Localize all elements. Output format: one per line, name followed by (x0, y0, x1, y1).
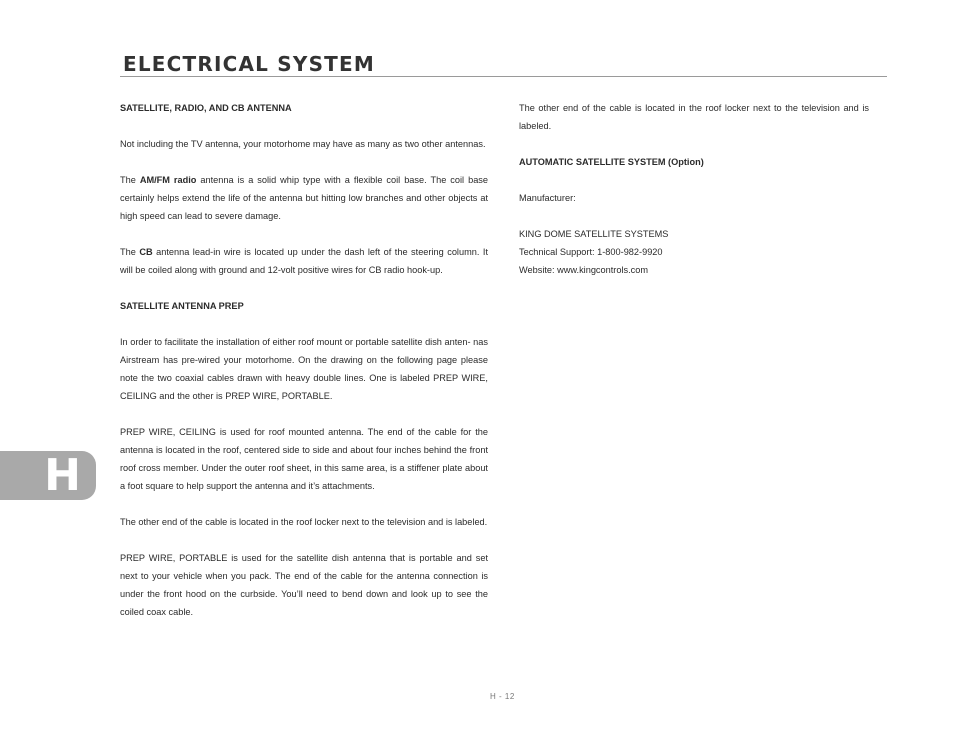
manufacturer-label: Manufacturer: (519, 193, 576, 203)
paragraph-cb (120, 243, 488, 279)
text-run: antenna lead-in wire is located up under the dash left of the steering column. It will be coiled along with ground and 12-volt positive wires for CB radio hook-up. (120, 247, 488, 275)
section-tab (0, 451, 96, 500)
company-name: KING DOME SATELLITE SYSTEMS (519, 229, 669, 239)
right-column (519, 99, 869, 279)
bold-term-am-fm: AM/FM radio (139, 175, 197, 185)
text-run: The (120, 247, 140, 257)
website: Website: www.kingcontrols.com (519, 265, 649, 275)
text-run: antenna is a solid whip type with a flexible coil base. The coil base certainly helps extend the life of the antenna but hitting low branches and other objects at high speed can lead to severe damage. (120, 175, 489, 221)
section-heading-antenna: SATELLITE, RADIO, AND CB ANTENNA (120, 103, 292, 113)
text-run: The (120, 175, 140, 185)
paragraph-prewired: In order to facilitate the installation of either roof mount or portable satellite dish anten- nas Airstream has pre-wired your motorhome. On the drawing on the following page please note the two coaxial cables drawn with heavy double lines. One is labeled PREP WIRE, CEILING and the other is PREP WIRE, PORTABLE. (120, 337, 488, 401)
paragraph-other-end-right: The other end of the cable is located in the roof locker next to the television and is labeled. (519, 103, 869, 131)
page-title: ELECTRICAL SYSTEM (123, 52, 375, 76)
header-divider (120, 76, 887, 77)
technical-support: Technical Support: 1-800-982-9920 (519, 247, 663, 257)
paragraph-am-fm (120, 171, 488, 225)
page-number: H - 12 (490, 692, 515, 701)
left-column (120, 99, 488, 621)
bold-term-cb: CB (139, 247, 153, 257)
paragraph-antennas: Not including the TV antenna, your motorhome may have as many as two other antennas. (120, 139, 486, 149)
paragraph-prep-ceiling: PREP WIRE, CEILING is used for roof mounted antenna. The end of the cable for the antenna is located in the roof, centered side to side and about four inches behind the front roof cross member. Under the outer roof sheet, in this same area, is a stiffener plate about a foot square to help support the antenna and it’s attachments. (120, 427, 488, 491)
paragraph-prep-portable: PREP WIRE, PORTABLE is used for the satellite dish antenna that is portable and set next to your vehicle when you pack. The end of the cable for the antenna connection is under the front hood on the curbside. You’ll need to bend down and look up to see the coiled coax cable. (120, 553, 488, 617)
section-tab-letter: H (44, 450, 81, 501)
paragraph-other-end: The other end of the cable is located in the roof locker next to the television and is labeled. (120, 517, 488, 527)
section-heading-satellite-prep: SATELLITE ANTENNA PREP (120, 301, 244, 311)
section-heading-auto-satellite: AUTOMATIC SATELLITE SYSTEM (Option) (519, 157, 704, 167)
